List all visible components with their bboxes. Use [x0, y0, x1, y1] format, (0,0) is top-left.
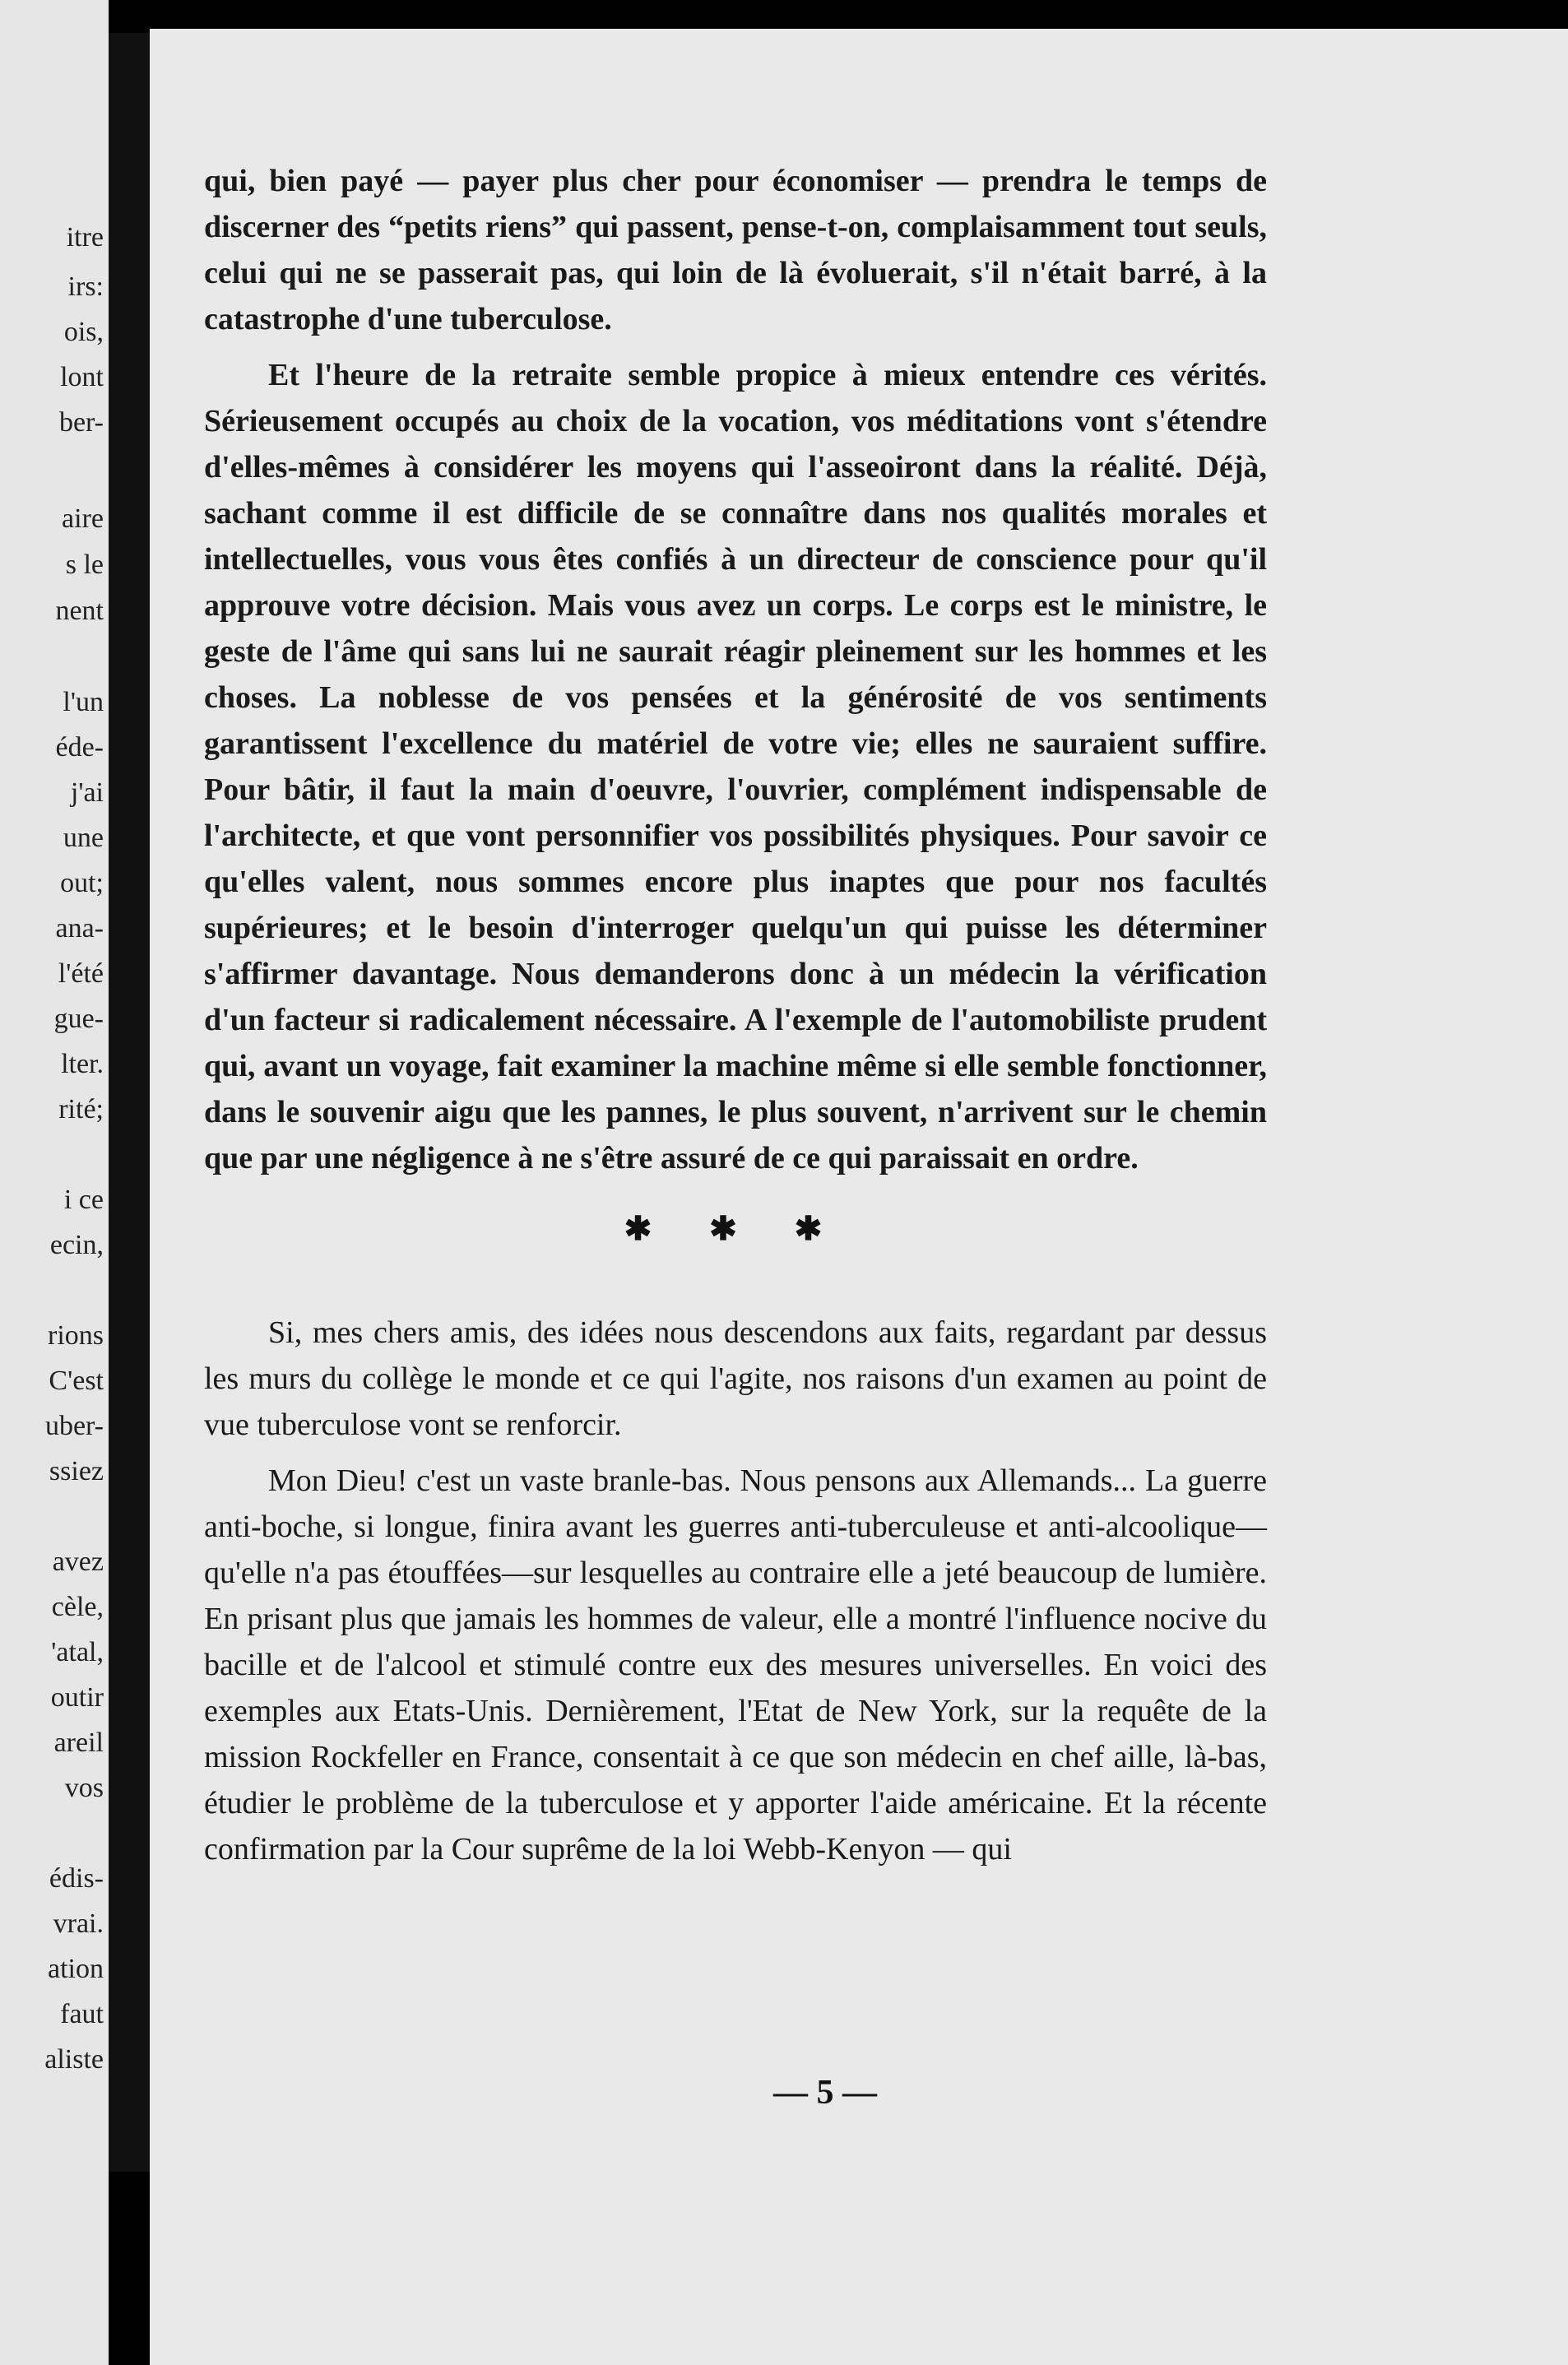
section-separator: ✱ ✱ ✱: [624, 1210, 847, 1247]
facing-page-fragment: nent: [55, 596, 104, 626]
facing-page-fragment: ber-: [58, 407, 104, 438]
facing-page-fragment: une: [63, 823, 104, 853]
facing-page-fragment: lont: [60, 362, 104, 392]
facing-page-fragment: rité;: [58, 1094, 104, 1125]
facing-page-fragment: éde-: [55, 732, 104, 763]
facing-page-edge: [0, 0, 109, 2365]
facing-page-fragment: l'un: [63, 687, 104, 717]
facing-page-fragment: vrai.: [53, 1908, 104, 1939]
facing-page-fragment: 'atal,: [51, 1637, 104, 1667]
facing-page-fragment: j'ai: [70, 777, 104, 808]
facing-page-fragment: l'été: [58, 958, 104, 989]
facing-page-fragment: édis-: [49, 1863, 104, 1894]
facing-page-fragment: itre: [66, 222, 104, 253]
facing-page-fragment: vos: [64, 1773, 104, 1803]
paragraph-2: Et l'heure de la retraite semble propice à mieux entendre ces vérités. Sérieusement occupés au choix de la vocation, vos méditations vont s'étendre d'elles-mêmes à considérer les moyens qui l'asseoiront dans la réalité. Déjà, sachant comme il est difficile de se connaître dans nos qualités morales et intellectuelles, vous vous êtes confiés à un directeur de conscience pour qu'il approuve votre décision. Mais vous avez un corps. Le corps est le ministre, le geste de l'âme qui sans lui ne saurait réagir pleinement sur les hommes et les choses. La noblesse de vos pensées et la générosité de vos sentiments garantissent l'excellence du matériel de votre vie; elles ne sauraient suffire. Pour bâtir, il faut la main d'oeuvre, l'ouvrier, complément indispensable de l'architecte, et que vont personnifier vos possibilités physiques. Pour savoir ce qu'elles valent, nous sommes encore plus inaptes que pour nos facultés supérieures; et le besoin d'interroger quelqu'un qui puisse les déterminer s'affirmer davantage. Nous demanderons donc à un médecin la vérification d'un facteur si radicalement nécessaire. A l'exemple de l'automobiliste prudent qui, avant un voyage, fait examiner la machine même si elle semble fonctionner, dans le souvenir aigu que les pannes, le plus souvent, n'arrivent sur le chemin que par une négligence à ne s'être assuré de ce qui paraissait en ordre.: [204, 358, 1267, 1176]
facing-page-fragment: ation: [48, 1954, 104, 1984]
facing-page-fragment: cèle,: [51, 1592, 104, 1622]
facing-page-fragment: faut: [60, 1999, 104, 2029]
paragraph-3: Si, mes chers amis, des idées nous descendons aux faits, regardant par dessus les murs du collège le monde et ce qui l'agite, nos raisons d'un examen au point de vue tuberculose vont se renforcir.: [204, 1315, 1267, 1442]
facing-page-fragment: areil: [53, 1727, 104, 1758]
facing-page-fragment: gue-: [53, 1004, 104, 1034]
facing-page-fragment: ssiez: [49, 1456, 104, 1486]
facing-page-fragment: uber-: [44, 1411, 104, 1441]
paragraph-4: Mon Dieu! c'est un vaste branle-bas. Nous pensons aux Allemands... La guerre anti-boche, si longue, finira avant les guerres anti-tuberculeuse et anti-alcoolique—qu'elle n'a pas étouffées—sur lesquelles au contraire elle a jeté beaucoup de lumière. En prisant plus que jamais les hommes de valeur, elle a montré l'influence nocive du bacille et de l'alcool et stimulé contre eux des mesures universelles. En voici des exemples aux Etats-Unis. Dernièrement, l'Etat de New York, sur la requête de la mission Rockfeller en France, consentait à ce que son médecin en chef aille, là-bas, étudier le problème de la tuberculose et y apporter l'aide américaine. Et la récente confirmation par la Cour suprême de la loi Webb-Kenyon — qui: [204, 1463, 1267, 1866]
facing-page-fragment: ana-: [55, 913, 104, 944]
facing-page-fragment: aliste: [44, 2044, 104, 2075]
facing-page-fragment: i ce: [63, 1185, 104, 1215]
page-number: — 5 —: [773, 2074, 877, 2112]
facing-page-fragment: s le: [65, 550, 104, 580]
facing-page-fragment: lter.: [61, 1049, 104, 1079]
facing-page-fragment: ois,: [63, 317, 104, 347]
facing-page-fragment: irs:: [67, 271, 104, 302]
facing-page-fragment: avez: [52, 1547, 104, 1577]
paragraph-1: qui, bien payé — payer plus cher pour économiser — prendra le temps de discerner des “petits riens” qui passent, pense-t-on, complaisamment tout seuls, celui qui ne se passerait pas, qui loin de là évoluerait, s'il n'était barré, à la catastrophe d'une tuberculose.: [204, 164, 1267, 336]
facing-page-fragment: outir: [50, 1682, 104, 1713]
facing-page-fragment: C'est: [49, 1366, 104, 1396]
page-body-text: [204, 158, 1267, 1882]
facing-page-fragment: aire: [62, 503, 104, 534]
book-spine-shadow: [109, 33, 150, 2172]
facing-page-fragment: ecin,: [49, 1230, 104, 1260]
facing-page-fragment: out;: [60, 868, 104, 898]
facing-page-fragment: rions: [48, 1320, 104, 1351]
